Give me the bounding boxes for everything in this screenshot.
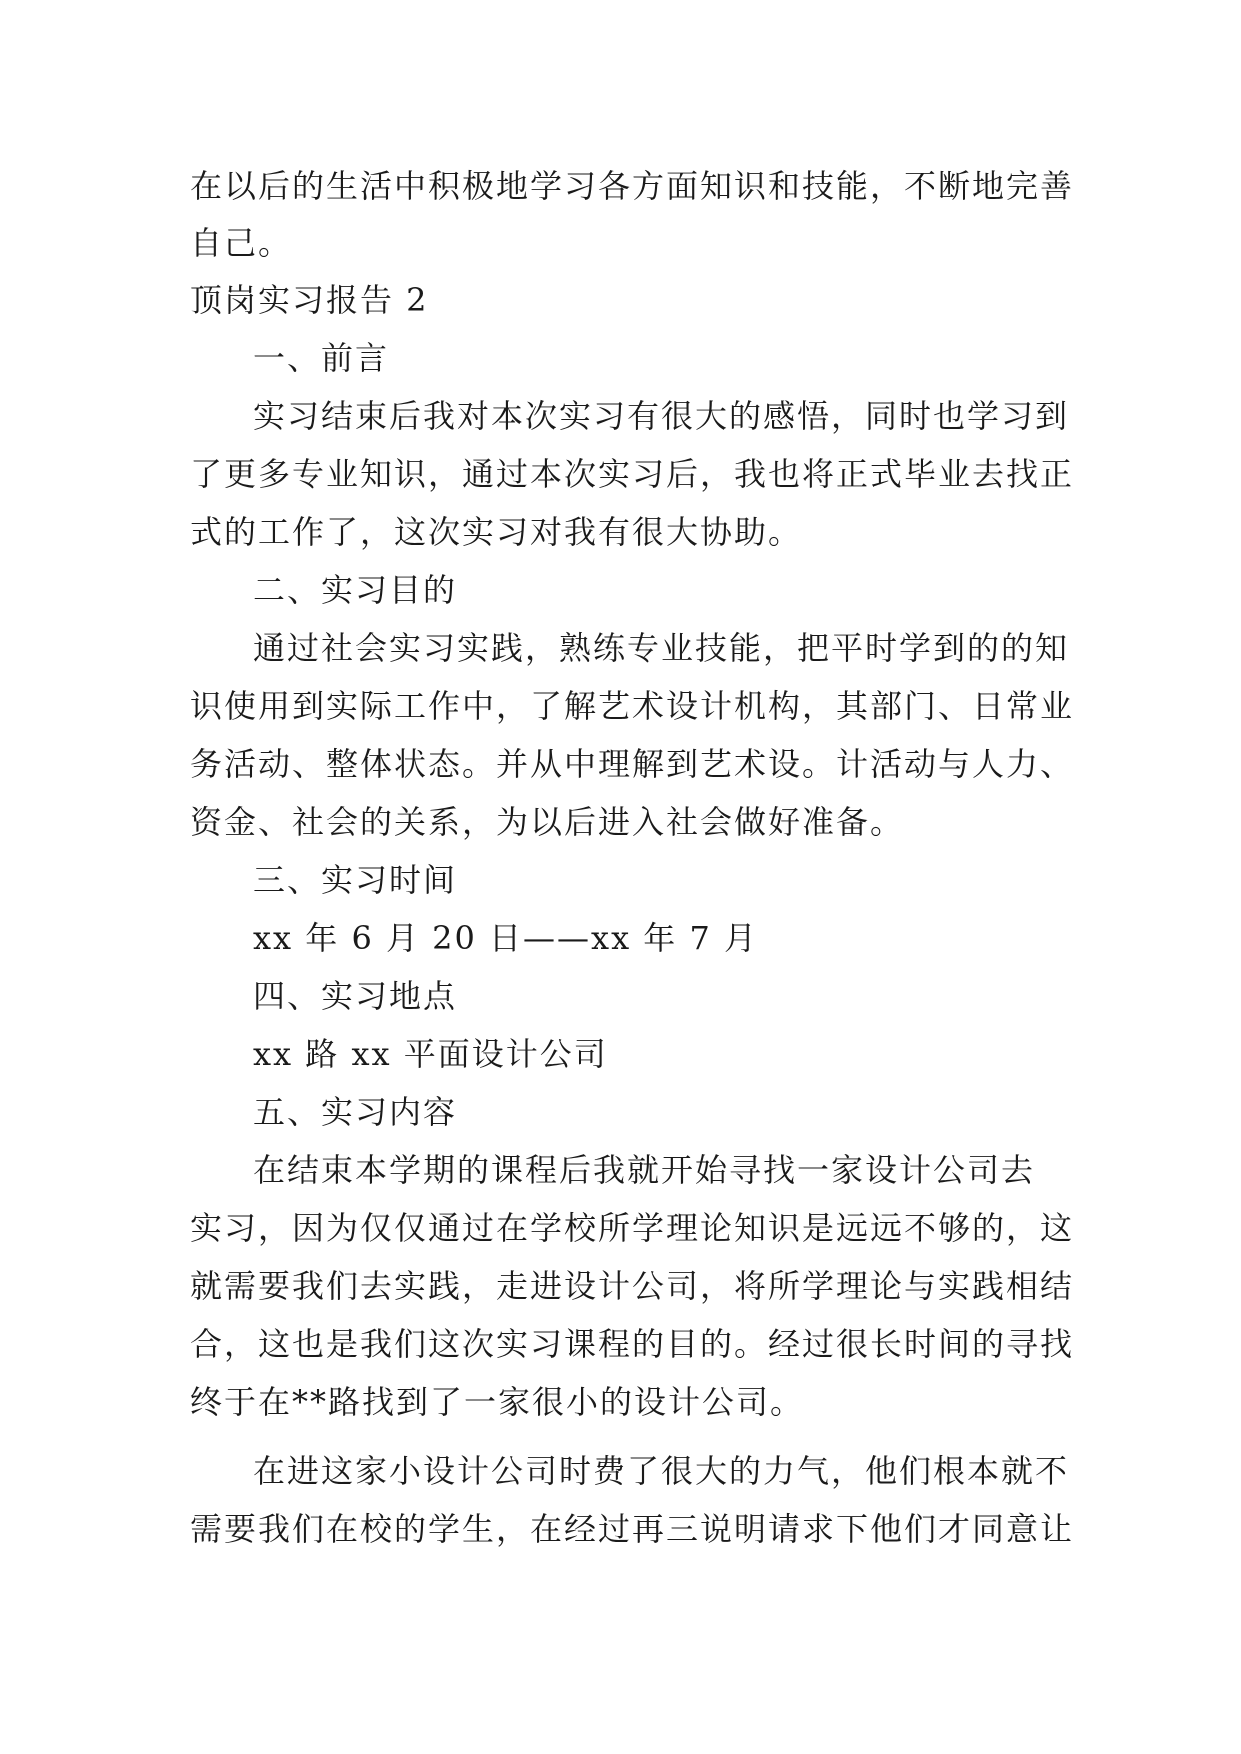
text-line: 了更多专业知识，通过本次实习后，我也将正式毕业去找正 <box>190 455 1075 493</box>
heading-purpose: 二、实习目的 <box>253 571 458 609</box>
text-line: 式的工作了，这次实习对我有很大协助。 <box>190 513 803 551</box>
text-line: 识使用到实际工作中，了解艺术设计机构，其部门、日常业 <box>190 687 1075 725</box>
text-line: 终于在**路找到了一家很小的设计公司。 <box>190 1383 805 1421</box>
text-line: 在进这家小设计公司时费了很大的力气，他们根本就不 <box>253 1452 1070 1490</box>
text-line: 在以后的生活中积极地学习各方面知识和技能，不断地完善 <box>190 167 1075 205</box>
heading-time: 三、实习时间 <box>253 861 458 899</box>
text-line: 通过社会实习实践，熟练专业技能，把平时学到的的知 <box>253 629 1070 667</box>
text-line: 合，这也是我们这次实习课程的目的。经过很长时间的寻找 <box>190 1325 1075 1363</box>
heading-preface: 一、前言 <box>253 339 390 377</box>
text-line: 务活动、整体状态。并从中理解到艺术设。计活动与人力、 <box>190 745 1075 783</box>
heading-location: 四、实习地点 <box>253 977 458 1015</box>
text-line: 自己。 <box>190 224 293 262</box>
heading-content: 五、实习内容 <box>253 1093 458 1131</box>
text-line: 就需要我们去实践，走进设计公司，将所学理论与实践相结 <box>190 1267 1075 1305</box>
section-title: 顶岗实习报告 2 <box>190 281 429 319</box>
internship-date: xx 年 6 月 20 日——xx 年 7 月 <box>253 919 759 957</box>
text-line: 资金、社会的关系，为以后进入社会做好准备。 <box>190 803 905 841</box>
text-line: 实习结束后我对本次实习有很大的感悟，同时也学习到 <box>253 397 1070 435</box>
text-line: 需要我们在校的学生，在经过再三说明请求下他们才同意让 <box>190 1510 1075 1548</box>
internship-location: xx 路 xx 平面设计公司 <box>253 1035 608 1073</box>
text-line: 实习，因为仅仅通过在学校所学理论知识是远远不够的，这 <box>190 1209 1075 1247</box>
text-line: 在结束本学期的课程后我就开始寻找一家设计公司去 <box>253 1151 1036 1189</box>
